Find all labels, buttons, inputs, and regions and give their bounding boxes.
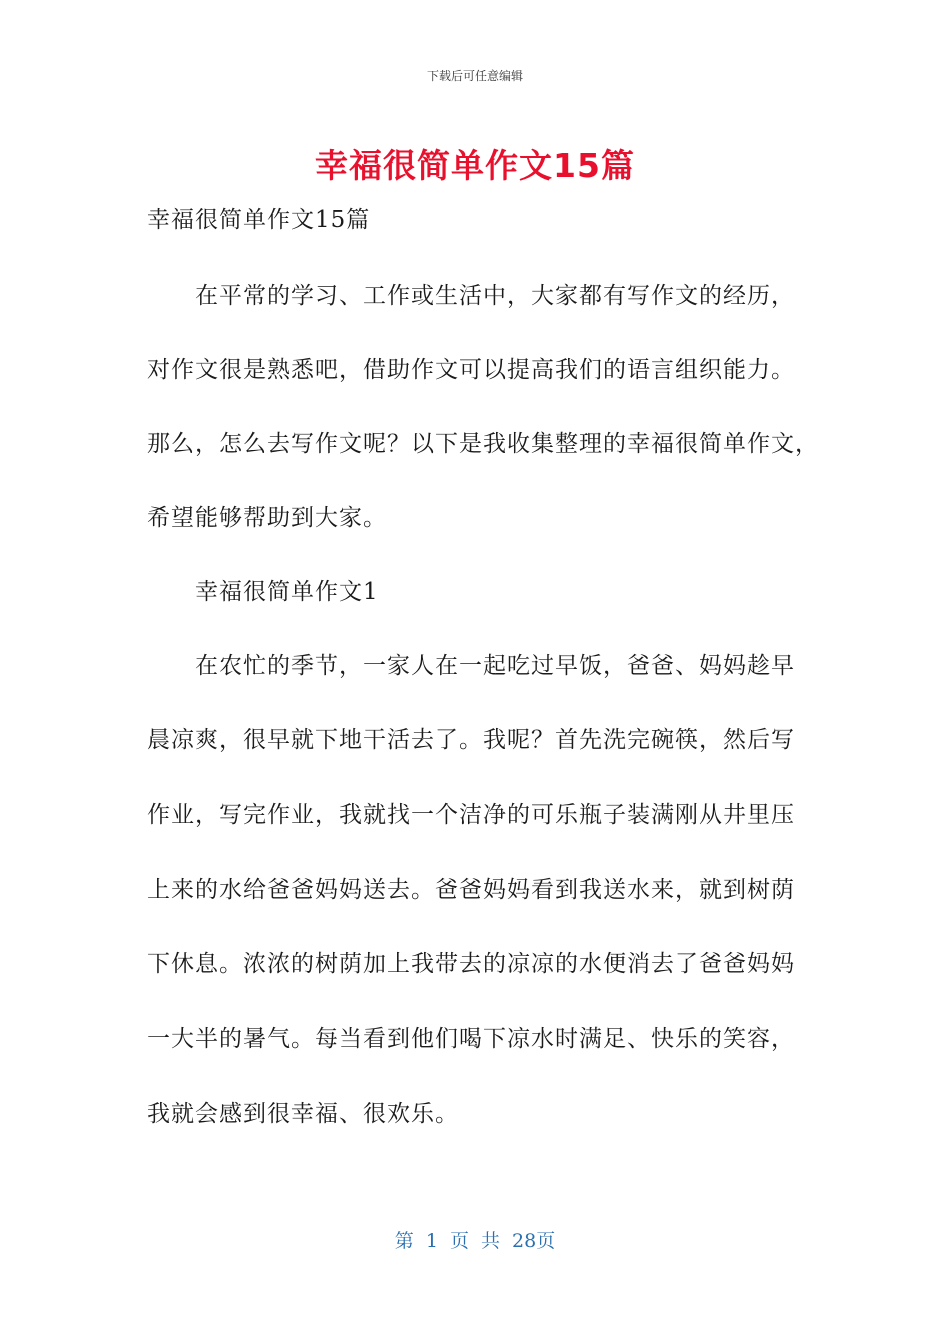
paragraph-line: 我就会感到很幸福、很欢乐。 xyxy=(147,1101,459,1127)
document-title: 幸福很简单作文15篇 xyxy=(315,146,635,185)
paragraph-line: 对作文很是熟悉吧，借助作文可以提高我们的语言组织能力。 xyxy=(147,357,795,383)
paragraph-line: 晨凉爽，很早就下地干活去了。我呢？首先洗完碗筷，然后写 xyxy=(147,727,795,753)
header-note: 下载后可任意编辑 xyxy=(426,69,523,83)
paragraph-line: 上来的水给爸爸妈妈送去。爸爸妈妈看到我送水来，就到树荫 xyxy=(147,877,795,903)
paragraph-line: 希望能够帮助到大家。 xyxy=(147,505,387,531)
paragraph-line: 那么，怎么去写作文呢？以下是我收集整理的幸福很简单作文， xyxy=(147,431,819,457)
paragraph-line: 下休息。浓浓的树荫加上我带去的凉凉的水便消去了爸爸妈妈 xyxy=(147,951,795,977)
paragraph-line: 在平常的学习、工作或生活中，大家都有写作文的经历， xyxy=(147,283,795,309)
subtitle-line: 幸福很简单作文15篇 xyxy=(147,207,371,233)
paragraph-line: 一大半的暑气。每当看到他们喝下凉水时满足、快乐的笑容， xyxy=(147,1026,795,1052)
section-heading: 幸福很简单作文1 xyxy=(147,579,379,605)
paragraph-line: 在农忙的季节，一家人在一起吃过早饭，爸爸、妈妈趁早 xyxy=(147,653,795,679)
paragraph-line: 作业，写完作业，我就找一个洁净的可乐瓶子装满刚从井里压 xyxy=(147,802,795,828)
page-number-footer: 第 1 页 共 28页 xyxy=(394,1230,556,1252)
